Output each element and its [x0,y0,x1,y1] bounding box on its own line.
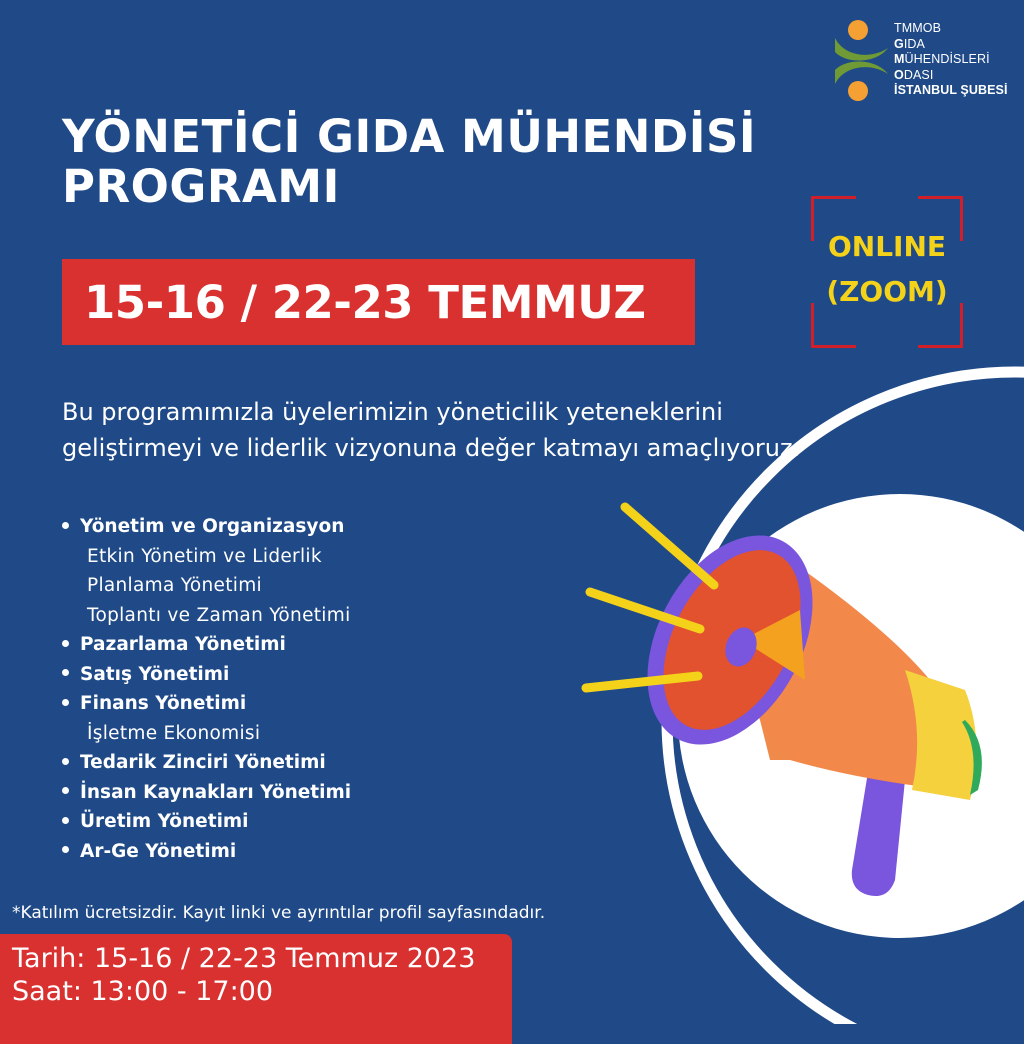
date-banner-text: 15-16 / 22-23 TEMMUZ [84,275,646,329]
online-label: ONLINE [827,230,947,263]
topic-item: Satış Yönetimi [62,660,542,690]
program-description [62,394,832,466]
topic-item: Üretim Yönetimi [62,807,542,837]
logo-line-4: ODASI [894,67,934,82]
tmmob-gida-logo-icon [832,18,892,104]
online-zoom-badge [811,196,963,348]
topic-item: Ar-Ge Yönetimi [62,837,542,867]
subtopic-item: Planlama Yönetimi [87,575,262,596]
description-line-2: geliştirmeyi ve liderlik vizyonuna değer katmayı amaçlıyoruz. [62,434,801,462]
participation-note: *Katılım ücretsizdir. Kayıt linki ve ayrıntılar profil sayfasındadır. [12,903,546,923]
event-time: Saat: 13:00 - 17:00 [12,976,274,1007]
subtopic-item: İşletme Ekonomisi [87,722,261,744]
topics-list [62,512,542,866]
zoom-label: (ZOOM) [826,275,948,308]
organization-logo [832,18,1012,108]
online-badge-text [811,224,963,314]
page-title [62,112,822,212]
title-line-2: PROGRAMI [62,160,340,213]
date-banner [62,259,695,345]
topic-item: Pazarlama Yönetimi [62,630,542,660]
logo-line-1: TMMOB [894,21,942,35]
description-line-1: Bu programımızla üyelerimizin yöneticilik yeteneklerini [62,398,723,426]
logo-line-5: İSTANBUL ŞUBESİ [894,83,1008,97]
logo-line-3: MÜHENDİSLERİ [894,52,990,66]
topic-item: İnsan Kaynakları Yönetimi [62,778,542,808]
logo-line-2: GIDA [894,36,925,51]
subtopic-item: Toplantı ve Zaman Yönetimi [87,604,351,626]
topic-item: Yönetim ve Organizasyon [62,512,542,542]
schedule-box [0,934,512,1044]
event-date: Tarih: 15-16 / 22-23 Temmuz 2023 [12,943,476,974]
topic-item: Finans Yönetimi [62,689,542,719]
title-line-1: YÖNETİCİ GIDA MÜHENDİSİ [62,110,757,163]
logo-text [894,21,1008,99]
subtopic-item: Etkin Yönetim ve Liderlik [87,545,322,567]
topic-item: Tedarik Zinciri Yönetimi [62,748,542,778]
